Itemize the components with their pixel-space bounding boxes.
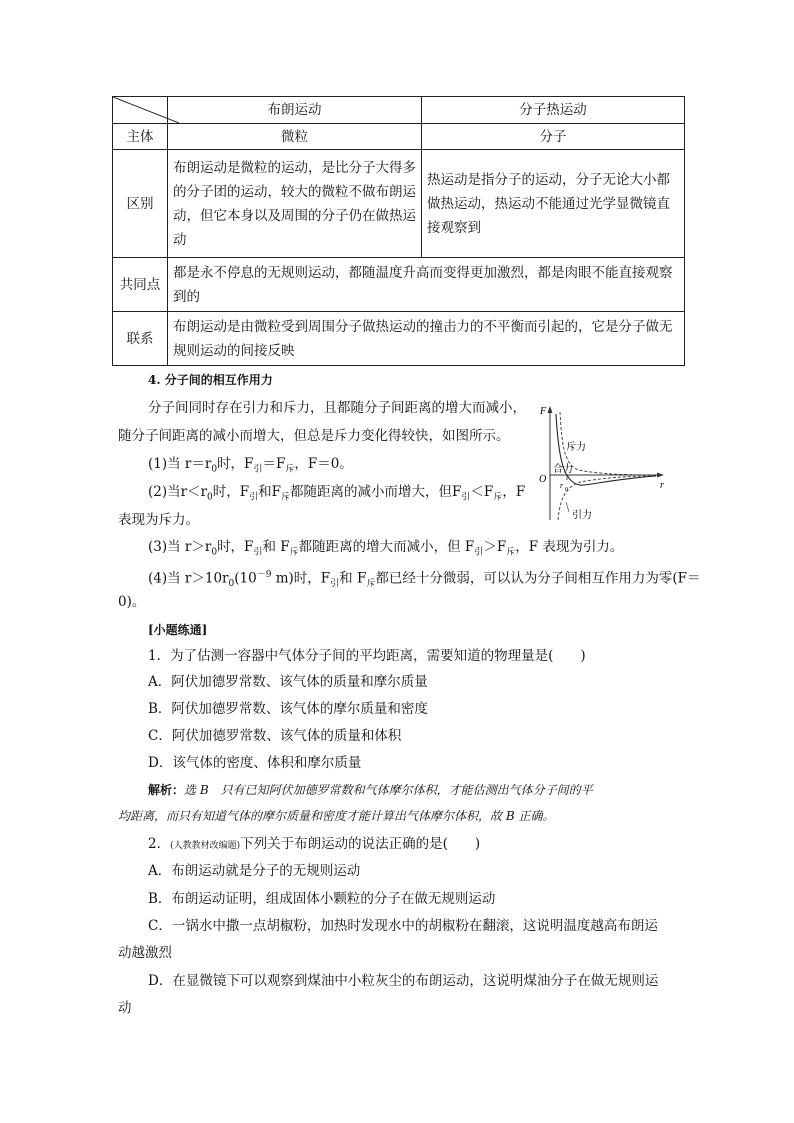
cell-subject-brownian: 微粒 <box>168 124 422 150</box>
label-r: r <box>660 480 664 491</box>
q1-option-d: D．该气体的密度、体积和摩尔质量 <box>148 755 362 771</box>
cell-difference-brownian: 布朗运动是微粒的运动，是比分子大得多的分子团的运动，较大的微粒不做布朗运动，但它本身以及周围的分子仍在做热运动 <box>168 150 422 258</box>
row-label-relation: 联系 <box>113 312 168 366</box>
q2-option-a: A．布朗运动就是分子的无规则运动 <box>148 863 361 879</box>
q2-option-d-line-1: D．在显微镜下可以观察到煤油中小粒灰尘的布朗运动，这说明煤油分子在做无规则运 <box>148 973 659 989</box>
cell-difference-thermal: 热运动是指分子的运动，分子无论大小都做热运动，热运动不能通过光学显微镜直接观察到 <box>422 150 685 258</box>
f-axis-arrow <box>548 406 553 413</box>
condition-2-line-2: 表现为斥力。 <box>118 512 199 528</box>
header-brownian: 布朗运动 <box>168 97 422 124</box>
practice-title: [小题练通] <box>148 623 208 637</box>
comparison-table <box>112 96 685 366</box>
label-attraction: 引力 <box>572 510 592 521</box>
force-graph <box>536 402 670 526</box>
diagonal-header-cell <box>113 97 168 124</box>
q2-option-c-line-1: C．一锅水中撒一点胡椒粉，加热时发现水中的胡椒粉在翻滚，这说明温度越高布朗运 <box>148 918 658 934</box>
q1-option-a: A．阿伏加德罗常数、该气体的质量和摩尔质量 <box>148 674 428 690</box>
label-net: 合力 <box>553 464 573 475</box>
cell-subject-thermal: 分子 <box>422 124 685 150</box>
q2-option-d-line-2: 动 <box>118 1000 132 1016</box>
label-r0-sub: 0 <box>565 487 568 493</box>
condition-2: (2)当$r<r_0$时，$F_引$和$F_斥$都随距离的减小而增大，但$F_引<F_斥$，F <box>148 484 526 503</box>
label-O: O <box>539 474 547 485</box>
condition-1: (1)当 $r=r_0$时，$F_引=F_斥$，F＝0。 <box>148 456 353 475</box>
q2-option-b: B．布朗运动证明，组成固体小颗粒的分子在做无规则运动 <box>148 891 496 907</box>
q1-option-b: B．阿伏加德罗常数、该气体的摩尔质量和密度 <box>148 701 428 717</box>
condition-4-line-2: 0)。 <box>118 594 146 610</box>
intro-line-1: 分子间同时存在引力和斥力，且都随分子间距离的增大而减小， <box>148 400 526 416</box>
intro-line-2: 随分子间距离的减小而增大，但总是斥力变化得较快，如图所示。 <box>118 428 510 444</box>
row-label-common: 共同点 <box>113 258 168 312</box>
condition-4: (4)当 $r>10r_0(10^{-9}$ m)时，$F_引$和 $F_斥$都已经十分微弱，可以认为分子间相互作用力为零(F＝ <box>148 570 701 590</box>
label-repulsion: 斥力 <box>566 442 586 453</box>
attraction-pointer <box>566 502 569 512</box>
header-thermal: 分子热运动 <box>422 97 685 124</box>
q2-option-c-line-2: 动越激烈 <box>118 945 172 961</box>
q1-option-c: C．阿伏加德罗常数、该气体的质量和体积 <box>148 728 402 744</box>
r-axis-arrow <box>657 473 664 478</box>
question-1: 1．为了估测一容器中气体分子间的平均距离，需要知道的物理量是( ) <box>148 648 586 664</box>
row-label-difference: 区别 <box>113 150 168 258</box>
cell-relation: 布朗运动是由微粒受到周围分子做热运动的撞击力的不平衡而引起的，它是分子做无规则运动的间接反映 <box>168 312 685 366</box>
question-2: 2．(人教教材改编题)下列关于布朗运动的说法正确的是( ) <box>148 836 481 852</box>
diagonal-line <box>113 97 179 123</box>
section-heading: 4. 分子间的相互作用力 <box>148 373 273 387</box>
condition-3: (3)当 $r>r_0$时，$F_引$和 $F_斥$都随距离的增大而减小，但 $F_引>F_斥$，F 表现为引力。 <box>148 539 624 558</box>
label-F: F <box>540 406 547 417</box>
cell-common: 都是永不停息的无规则运动，都随温度升高而变得更加激烈，都是肉眼不能直接观察到的 <box>168 258 685 312</box>
answer-1-line-2: 均距离，而只有知道气体的摩尔质量和密度才能计算出气体摩尔体积，故 B 正确。 <box>118 809 555 823</box>
label-r0: r <box>560 481 564 490</box>
row-label-subject: 主体 <box>113 124 168 150</box>
answer-1-line-1: 解析：选 B 只有已知阿伏加德罗常数和气体摩尔体积，才能估测出气体分子间的平 <box>148 783 593 797</box>
